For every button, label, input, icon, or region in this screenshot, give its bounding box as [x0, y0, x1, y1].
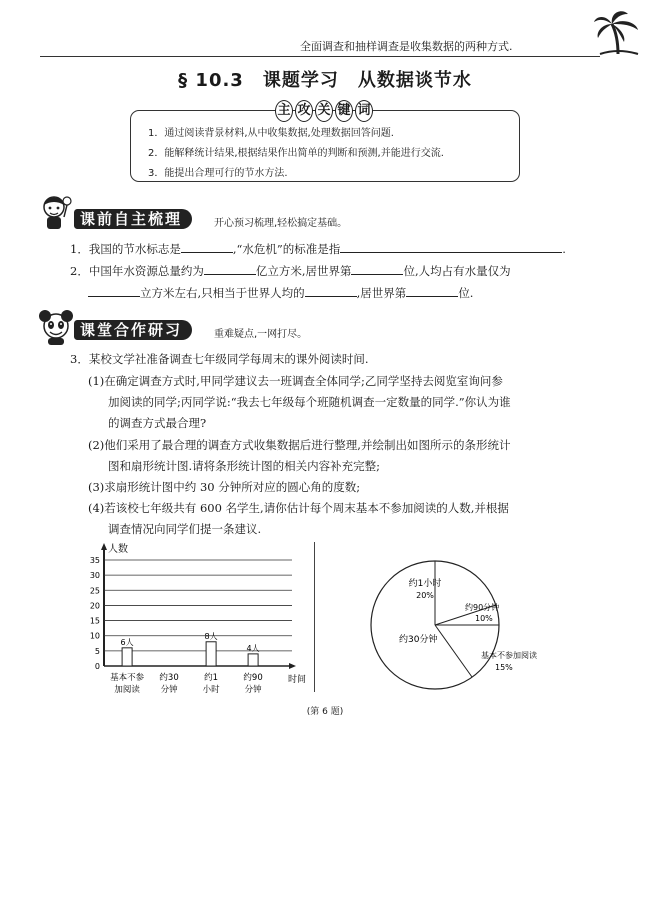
- pie-label: 约90分钟: [465, 603, 500, 612]
- key-points-title-char: 词: [355, 100, 373, 122]
- pie-label: 基本不参加阅读: [481, 651, 537, 660]
- q2-text-c: 位,人均占有水量仅为: [403, 264, 511, 278]
- section-title: § 10.3 课题学习 从数据谈节水: [178, 70, 472, 91]
- pie-label: 约1小时: [408, 579, 442, 589]
- answer-blank[interactable]: [351, 262, 403, 275]
- question-2-line-2: [88, 284, 473, 301]
- y-tick-label: 0: [94, 662, 100, 671]
- key-point-item: 1．通过阅读背景材料,从中收集数据,处理数据回答问题.: [148, 128, 394, 139]
- y-tick-label: 5: [94, 646, 100, 656]
- q1-text-b: ,“水危机”的标准是指: [232, 242, 341, 256]
- question-3-part-2: 图和扇形统计图.请将条形统计图的相关内容补充完整;: [108, 459, 381, 473]
- x-axis-label: 时间: [288, 675, 307, 685]
- preview-subtitle: 开心预习梳理,轻松搞定基础。: [214, 218, 348, 229]
- key-point-item: 3．能提出合理可行的节水方法.: [148, 168, 288, 179]
- question-3-part-4: (4)若该校七年级共有 600 名学生,请你估计每个周末基本不参加阅读的人数,并根据: [88, 501, 509, 515]
- key-points-title-char: 关: [315, 100, 333, 122]
- answer-blank[interactable]: [204, 262, 256, 275]
- y-tick-label: 35: [89, 556, 100, 565]
- question-2-line-1: [70, 262, 511, 279]
- q1-text-a: 1．我国的节水标志是: [70, 242, 181, 256]
- y-tick-label: 30: [89, 571, 100, 581]
- y-axis-label: 人数: [108, 544, 128, 555]
- question-3-part-3: (3)求扇形统计图中约 30 分钟所对应的圆心角的度数;: [88, 480, 361, 494]
- question-3-part-1: 加阅读的同学;丙同学说:“我去七年级每个班随机调查一定数量的同学.”你认为谁: [108, 395, 511, 409]
- pie-value-label: 10%: [475, 614, 493, 623]
- cartoon-kid-icon: [38, 193, 74, 233]
- question-1: [70, 240, 566, 257]
- key-points-title: [275, 100, 373, 120]
- preview-banner: 课前自主梳理: [74, 209, 192, 229]
- cartoon-mascot-icon: [36, 308, 76, 346]
- pie-label: 约30分钟: [399, 635, 438, 645]
- question-3-part-1: (1)在确定调查方式时,甲同学建议去一班调查全体同学;乙同学坚持去阅览室询问参: [88, 374, 503, 388]
- key-point-item: 2．能解释统计结果,根据结果作出简单的判断和预测,并能进行交流.: [148, 148, 444, 159]
- x-category-label: 基本不参加阅读: [110, 673, 145, 695]
- key-points-title-char: 主: [275, 100, 293, 122]
- bar-value-label: 4人: [246, 643, 260, 653]
- answer-blank[interactable]: [181, 240, 233, 253]
- bar-value-label: 8人: [204, 631, 218, 641]
- y-tick-label: 25: [89, 586, 100, 596]
- classwork-subtitle: 重难疑点,一网打尽。: [214, 329, 308, 340]
- y-tick-label: 10: [89, 631, 100, 641]
- key-points-title-char: 攻: [295, 100, 313, 122]
- bar: [122, 648, 132, 666]
- answer-blank[interactable]: [305, 284, 357, 297]
- key-points-title-char: 键: [335, 100, 353, 122]
- question-3-part-4: 调查情况向同学们提一条建议.: [108, 522, 262, 536]
- bar-chart: [80, 540, 314, 700]
- bar: [248, 654, 258, 666]
- y-tick-label: 15: [89, 616, 100, 626]
- x-category-label: 约90 分钟: [243, 673, 263, 695]
- header-text: 全面调查和抽样调查是收集数据的两种方式.: [300, 40, 513, 53]
- pie-value-label: 15%: [495, 663, 513, 672]
- chart-divider: [314, 542, 315, 692]
- header-rule: [40, 56, 600, 57]
- figure-caption: (第 6 题): [306, 707, 344, 717]
- x-category-label: 约1 小时: [202, 673, 220, 695]
- answer-blank[interactable]: [406, 284, 458, 297]
- q1-text-c: .: [562, 242, 566, 256]
- q2-text-b: 亿立方米,居世界第: [255, 264, 352, 278]
- question-3-intro: 3．某校文学社准备调查七年级同学每周末的课外阅读时间.: [70, 352, 369, 366]
- classwork-banner: 课堂合作研习: [74, 320, 192, 340]
- y-axis-arrow: [101, 543, 107, 550]
- pie-value-label: 20%: [416, 591, 434, 600]
- bar: [206, 642, 216, 666]
- bar-value-label: 6人: [120, 637, 134, 647]
- palm-tree-icon: [592, 8, 642, 56]
- q2-text-f: 位.: [458, 286, 474, 300]
- question-3-part-1: 的调查方式最合理?: [108, 416, 207, 430]
- pie-chart: [355, 550, 537, 700]
- x-axis-arrow: [289, 663, 296, 669]
- answer-blank[interactable]: [88, 284, 140, 297]
- q2-text-e: ,居世界第: [356, 286, 407, 300]
- y-tick-label: 20: [89, 601, 100, 611]
- question-3-part-2: (2)他们采用了最合理的调查方式收集数据后进行整理,并绘制出如图所示的条形统计: [88, 438, 511, 452]
- answer-blank[interactable]: [340, 240, 562, 253]
- x-category-label: 约30 分钟: [159, 673, 179, 695]
- q2-text-a: 2．中国年水资源总量约为: [70, 264, 204, 278]
- q2-text-d: 立方米左右,只相当于世界人均的: [140, 286, 305, 300]
